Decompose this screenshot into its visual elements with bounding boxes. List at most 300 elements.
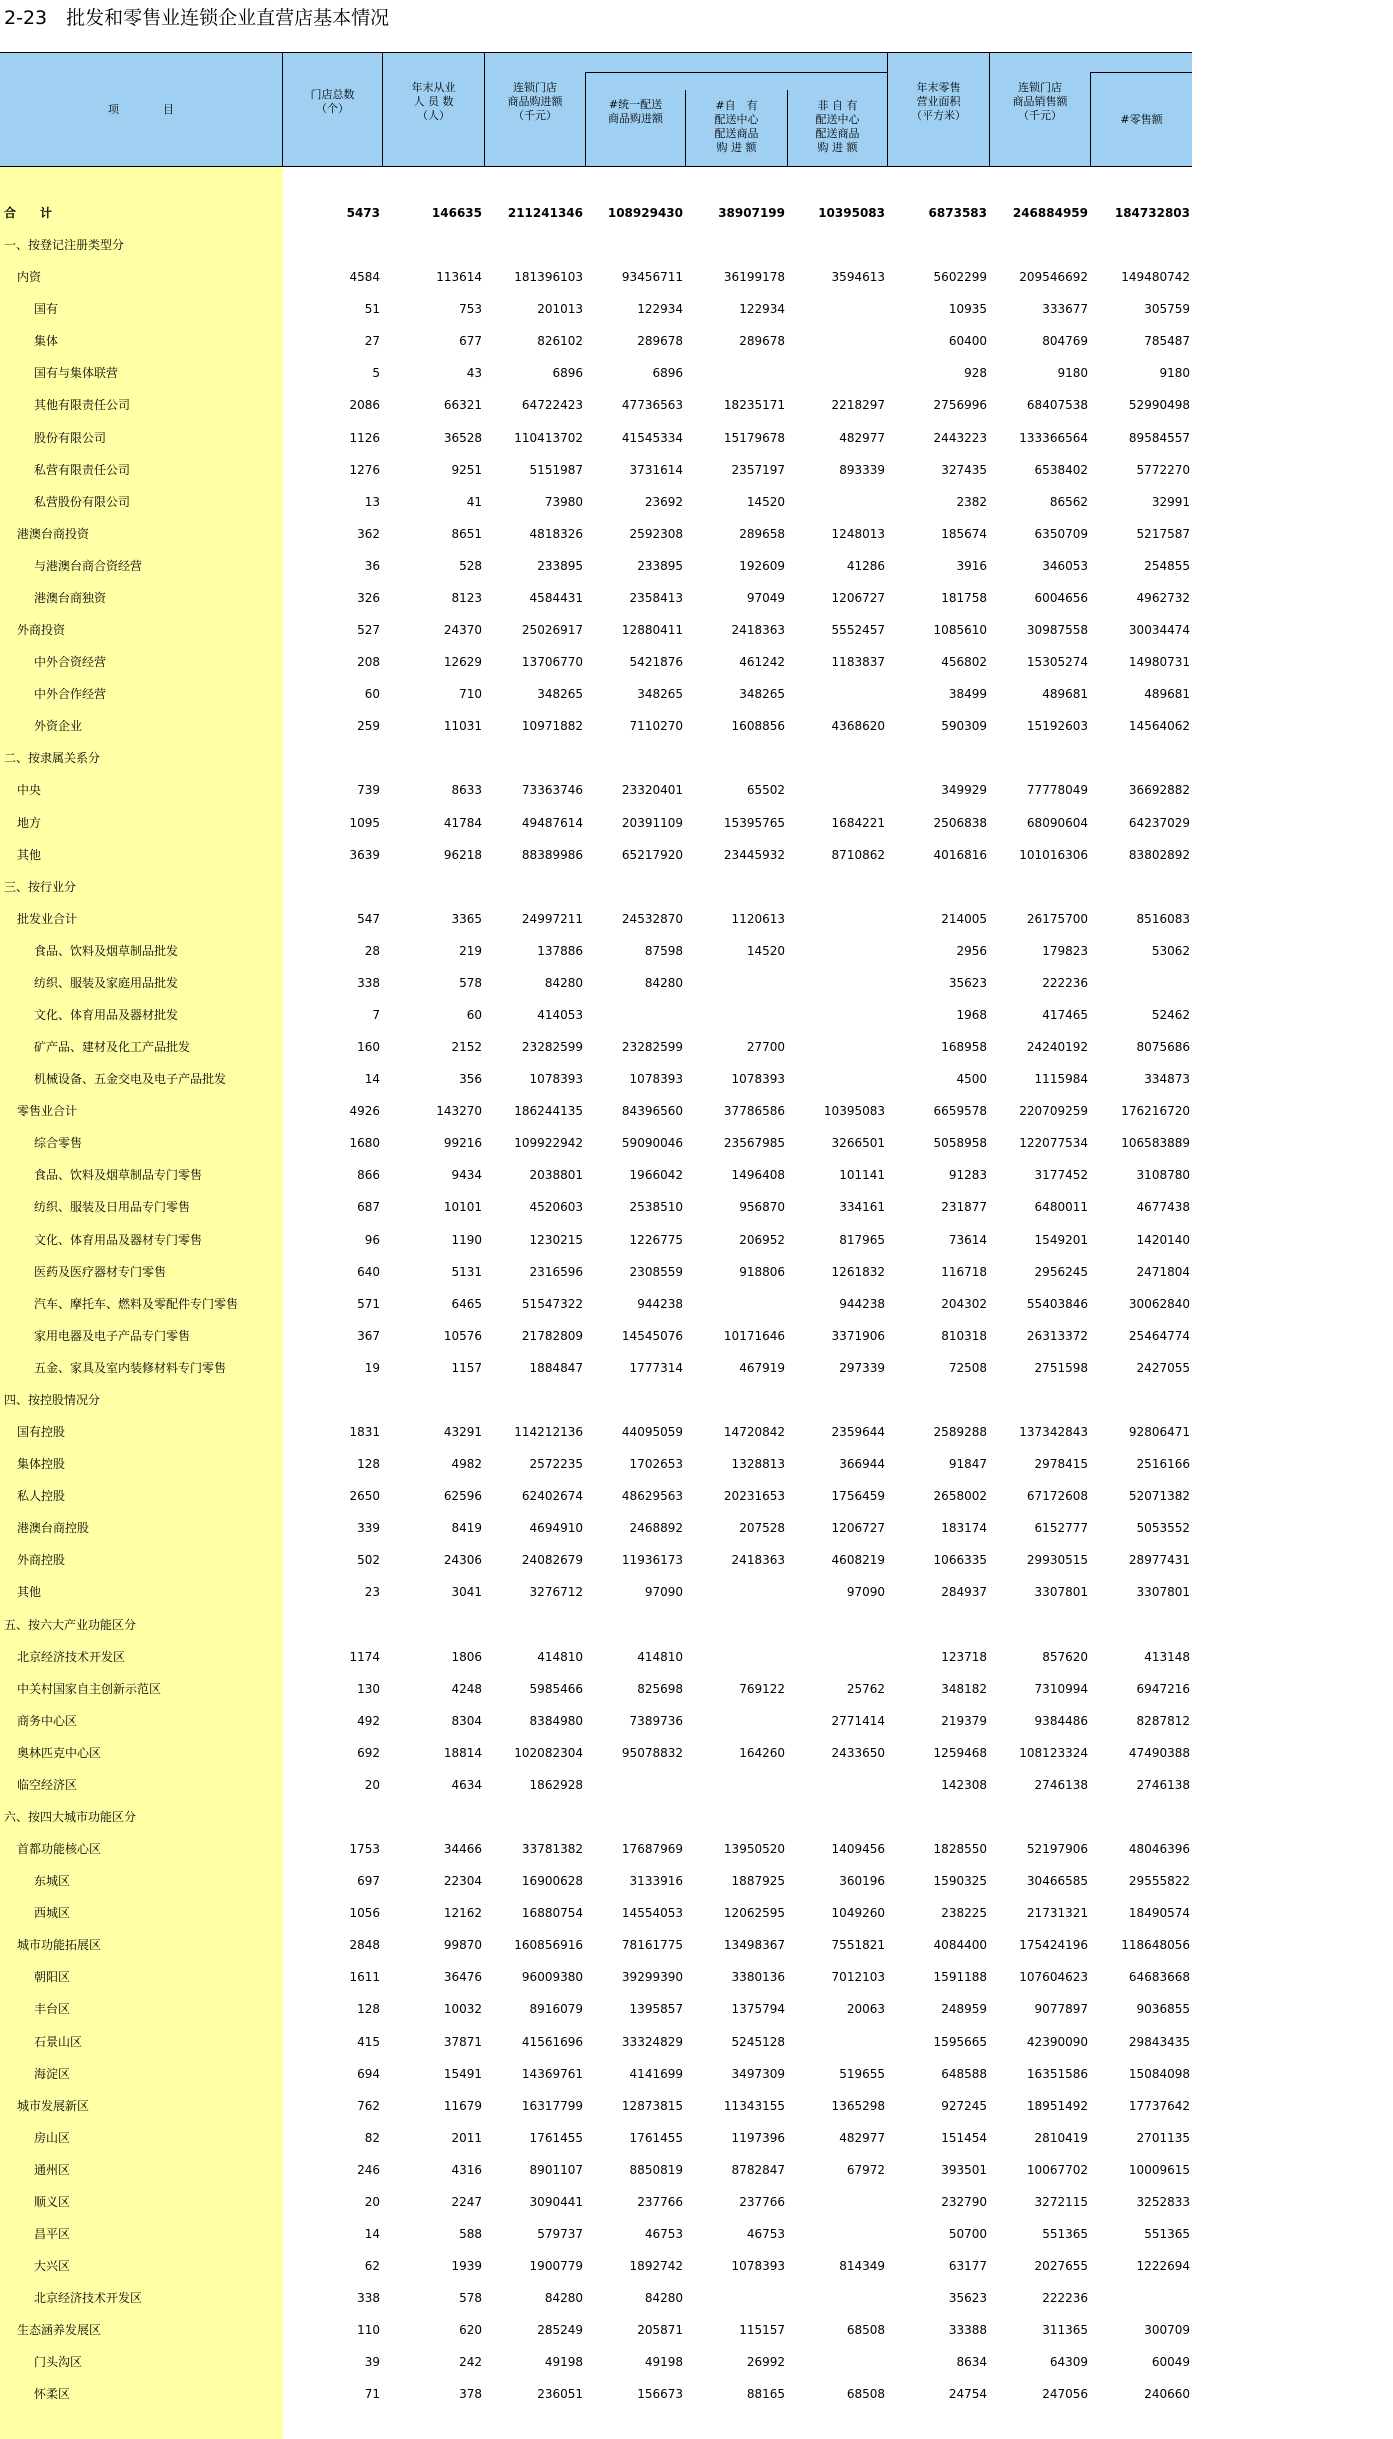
cell-unified-purchases: 84280: [644, 975, 683, 990]
header-retail: #零售额: [1120, 113, 1163, 126]
table-row: [0, 1191, 1192, 1223]
cell-purchases: 49198: [544, 2355, 583, 2370]
cell-unified-purchases: 2308559: [629, 1264, 683, 1279]
row-label: 国有与集体联营: [34, 366, 119, 381]
row-label: 文化、体育用品及器材批发: [34, 1008, 179, 1022]
cell-stores: 326: [357, 590, 380, 605]
cell-sales: 68407538: [1026, 398, 1088, 413]
cell-retail-sales: 300709: [1144, 2323, 1190, 2338]
cell-self-dc-purchases: 12062595: [723, 1906, 785, 1921]
cell-sales: 222236: [1042, 2291, 1088, 2306]
cell-nonself-dc-purchases: 4368620: [831, 719, 885, 734]
cell-unified-purchases: 12873815: [621, 2098, 683, 2113]
row-label: 其他: [17, 847, 42, 862]
cell-unified-purchases: 7110270: [629, 719, 683, 734]
cell-employees: 62596: [443, 1489, 482, 1504]
cell-stores: 762: [357, 2098, 380, 2113]
cell-stores: 1276: [349, 462, 380, 477]
cell-stores: 1611: [349, 1970, 380, 1985]
cell-retail-sales: 52071382: [1128, 1489, 1190, 1504]
table-row: [0, 1609, 1192, 1641]
cell-nonself-dc-purchases: 360196: [839, 1874, 885, 1889]
table-row: [0, 454, 1192, 486]
cell-nonself-dc-purchases: 25762: [846, 1681, 885, 1696]
cell-sales: 122077534: [1019, 1136, 1088, 1151]
cell-stores: 96: [364, 1232, 380, 1247]
cell-retail-sales: 184732803: [1114, 206, 1190, 220]
cell-sales: 3272115: [1034, 2194, 1088, 2209]
row-label: 城市功能拓展区: [17, 1938, 102, 1953]
row-label: 外商投资: [17, 623, 66, 638]
cell-unified-purchases: 23692: [644, 494, 683, 509]
cell-stores: 4584: [349, 270, 380, 285]
row-label: 中央: [17, 783, 42, 798]
cell-nonself-dc-purchases: 3371906: [831, 1328, 885, 1343]
cell-stores: 1056: [349, 1906, 380, 1921]
cell-retail-sales: 53062: [1151, 943, 1190, 958]
cell-sales: 1549201: [1034, 1232, 1088, 1247]
cell-employees: 6465: [451, 1296, 482, 1311]
cell-stores: 362: [357, 526, 380, 541]
table-row: [0, 871, 1192, 903]
cell-purchases: 8916079: [529, 2002, 583, 2017]
cell-stores: 3639: [349, 847, 380, 862]
cell-unified-purchases: 39299390: [621, 1970, 683, 1985]
cell-self-dc-purchases: 88165: [746, 2387, 785, 2402]
cell-nonself-dc-purchases: 1756459: [831, 1489, 885, 1504]
cell-retail-area: 91847: [948, 1457, 987, 1472]
table-row: [0, 389, 1192, 421]
cell-nonself-dc-purchases: 4608219: [831, 1553, 885, 1568]
cell-self-dc-purchases: 115157: [739, 2323, 785, 2338]
table-row: [0, 999, 1192, 1031]
cell-sales: 857620: [1042, 1649, 1088, 1664]
cell-sales: 21731321: [1026, 1906, 1088, 1921]
cell-sales: 108123324: [1019, 1745, 1088, 1760]
cell-employees: 60: [466, 1008, 482, 1022]
cell-stores: 13: [364, 494, 380, 509]
row-label: 国有: [34, 302, 59, 317]
cell-sales: 209546692: [1019, 270, 1088, 285]
cell-unified-purchases: 84280: [644, 2291, 683, 2306]
cell-retail-area: 4016816: [933, 847, 987, 862]
cell-sales: 30466585: [1026, 1874, 1088, 1889]
row-label: 家用电器及电子产品专门零售: [34, 1328, 191, 1343]
cell-purchases: 348265: [537, 687, 583, 702]
cell-retail-sales: 89584557: [1128, 430, 1190, 445]
cell-self-dc-purchases: 36199178: [723, 270, 785, 285]
table-row: [0, 1159, 1192, 1191]
cell-sales: 417465: [1042, 1008, 1088, 1022]
cell-sales: 52197906: [1026, 1842, 1088, 1857]
row-label: 集体控股: [17, 1457, 66, 1472]
cell-nonself-dc-purchases: 482977: [839, 2130, 885, 2145]
cell-sales: 2751598: [1034, 1360, 1088, 1375]
cell-self-dc-purchases: 237766: [739, 2194, 785, 2209]
cell-stores: 7: [372, 1008, 380, 1022]
cell-unified-purchases: 2358413: [629, 590, 683, 605]
cell-unified-purchases: 1395857: [629, 2002, 683, 2017]
cell-retail-area: 810318: [941, 1328, 987, 1343]
cell-employees: 96218: [443, 847, 482, 862]
cell-stores: 28: [364, 943, 380, 958]
cell-employees: 588: [459, 2227, 482, 2242]
cell-sales: 2027655: [1034, 2259, 1088, 2274]
cell-self-dc-purchases: 15179678: [723, 430, 785, 445]
row-label: 商务中心区: [17, 1713, 78, 1728]
table-row: [0, 229, 1192, 261]
table-row: [0, 550, 1192, 582]
cell-sales: 15305274: [1026, 655, 1088, 670]
cell-self-dc-purchases: 14720842: [723, 1425, 785, 1440]
cell-unified-purchases: 2592308: [629, 526, 683, 541]
cell-retail-area: 2589288: [933, 1425, 987, 1440]
cell-retail-sales: 2427055: [1136, 1360, 1190, 1375]
cell-stores: 130: [357, 1681, 380, 1696]
row-label: 西城区: [34, 1906, 71, 1921]
cell-retail-area: 4500: [956, 1072, 987, 1087]
cell-self-dc-purchases: 13498367: [723, 1938, 785, 1953]
cell-unified-purchases: 23320401: [621, 783, 683, 798]
row-label: 一、按登记注册类型分: [4, 238, 125, 253]
header-sub-rule-right: [1090, 72, 1192, 73]
cell-stores: 1174: [349, 1649, 380, 1664]
cell-self-dc-purchases: 2357197: [731, 462, 785, 477]
cell-unified-purchases: 2468892: [629, 1521, 683, 1536]
row-label: 私营股份有限公司: [34, 494, 131, 509]
cell-retail-area: 248959: [941, 2002, 987, 2017]
table-row: [0, 2346, 1192, 2378]
cell-nonself-dc-purchases: 893339: [839, 462, 885, 477]
cell-unified-purchases: 122934: [637, 302, 683, 317]
table-row: [0, 422, 1192, 454]
cell-sales: 333677: [1042, 302, 1088, 317]
cell-sales: 1115984: [1034, 1072, 1088, 1087]
cell-unified-purchases: 44095059: [621, 1425, 683, 1440]
cell-employees: 43291: [443, 1425, 482, 1440]
cell-employees: 99870: [443, 1938, 482, 1953]
cell-retail-area: 204302: [941, 1296, 987, 1311]
cell-self-dc-purchases: 11343155: [723, 2098, 785, 2113]
cell-retail-sales: 3307801: [1136, 1585, 1190, 1600]
cell-retail-sales: 92806471: [1128, 1425, 1190, 1440]
cell-nonself-dc-purchases: 68508: [846, 2323, 885, 2338]
cell-purchases: 6896: [552, 366, 583, 381]
cell-retail-area: 1595665: [933, 2034, 987, 2049]
cell-retail-sales: 489681: [1144, 687, 1190, 702]
cell-retail-area: 393501: [941, 2162, 987, 2177]
cell-retail-area: 2506838: [933, 815, 987, 830]
cell-retail-sales: 25464774: [1128, 1328, 1190, 1343]
cell-retail-sales: 29555822: [1128, 1874, 1190, 1889]
cell-retail-sales: 176216720: [1121, 1104, 1190, 1119]
row-label: 合 计: [4, 206, 53, 220]
row-label: 内资: [17, 270, 42, 285]
cell-employees: 4248: [451, 1681, 482, 1696]
cell-purchases: 88389986: [521, 847, 583, 862]
cell-nonself-dc-purchases: 366944: [839, 1457, 885, 1472]
cell-nonself-dc-purchases: 2433650: [831, 1745, 885, 1760]
table-row: [0, 1865, 1192, 1897]
cell-retail-area: 3916: [956, 558, 987, 573]
row-label: 矿产品、建材及化工产品批发: [34, 1040, 191, 1055]
cell-retail-area: 181758: [941, 590, 987, 605]
cell-retail-sales: 52990498: [1128, 398, 1190, 413]
row-label: 批发业合计: [17, 911, 78, 926]
cell-self-dc-purchases: 14520: [746, 494, 785, 509]
cell-sales: 68090604: [1026, 815, 1088, 830]
table-row: [0, 1127, 1192, 1159]
row-label: 外资企业: [34, 719, 83, 734]
cell-purchases: 414810: [537, 1649, 583, 1664]
cell-employees: 24306: [443, 1553, 482, 1568]
cell-stores: 866: [357, 1168, 380, 1183]
cell-purchases: 3276712: [529, 1585, 583, 1600]
cell-sales: 175424196: [1019, 1938, 1088, 1953]
cell-retail-sales: 8287812: [1136, 1713, 1190, 1728]
cell-sales: 179823: [1042, 943, 1088, 958]
cell-unified-purchases: 1777314: [629, 1360, 683, 1375]
cell-unified-purchases: 205871: [637, 2323, 683, 2338]
cell-nonself-dc-purchases: 3266501: [831, 1136, 885, 1151]
statistics-table: [0, 52, 1192, 2439]
cell-retail-area: 1085610: [933, 623, 987, 638]
cell-nonself-dc-purchases: 297339: [839, 1360, 885, 1375]
cell-sales: 133366564: [1019, 430, 1088, 445]
cell-retail-area: 63177: [948, 2259, 987, 2274]
cell-retail-area: 168958: [941, 1040, 987, 1055]
cell-retail-sales: 785487: [1144, 334, 1190, 349]
cell-purchases: 201013: [537, 302, 583, 317]
row-label: 顺义区: [34, 2194, 71, 2209]
cell-employees: 34466: [443, 1842, 482, 1857]
cell-nonself-dc-purchases: 1365298: [831, 2098, 885, 2113]
cell-purchases: 1230215: [529, 1232, 583, 1247]
cell-nonself-dc-purchases: 1206727: [831, 590, 885, 605]
cell-nonself-dc-purchases: 482977: [839, 430, 885, 445]
cell-self-dc-purchases: 38907199: [718, 206, 785, 220]
cell-employees: 378: [459, 2387, 482, 2402]
cell-self-dc-purchases: 348265: [739, 687, 785, 702]
cell-retail-area: 648588: [941, 2066, 987, 2081]
cell-retail-sales: 64683668: [1128, 1970, 1190, 1985]
cell-self-dc-purchases: 289678: [739, 334, 785, 349]
cell-retail-sales: 305759: [1144, 302, 1190, 317]
cell-unified-purchases: 46753: [644, 2227, 683, 2242]
cell-retail-sales: 83802892: [1128, 847, 1190, 862]
cell-unified-purchases: 156673: [637, 2387, 683, 2402]
cell-stores: 1126: [349, 430, 380, 445]
cell-stores: 1753: [349, 1842, 380, 1857]
cell-unified-purchases: 1892742: [629, 2259, 683, 2274]
cell-employees: 8304: [451, 1713, 482, 1728]
cell-employees: 41784: [443, 815, 482, 830]
cell-retail-area: 928: [964, 366, 987, 381]
cell-sales: 2956245: [1034, 1264, 1088, 1279]
cell-stores: 367: [357, 1328, 380, 1343]
cell-unified-purchases: 84396560: [621, 1104, 683, 1119]
cell-unified-purchases: 3133916: [629, 1874, 683, 1889]
table-row: [0, 1288, 1192, 1320]
row-label: 纺织、服装及日用品专门零售: [34, 1200, 191, 1215]
cell-retail-area: 327435: [941, 462, 987, 477]
table-row: [0, 486, 1192, 518]
header-employees: 年末从业 人 员 数 （人）: [411, 81, 456, 122]
cell-sales: 42390090: [1026, 2034, 1088, 2049]
cell-unified-purchases: 48629563: [621, 1489, 683, 1504]
cell-purchases: 13706770: [521, 655, 583, 670]
cell-purchases: 24997211: [521, 911, 583, 926]
cell-nonself-dc-purchases: 1684221: [831, 815, 885, 830]
cell-nonself-dc-purchases: 944238: [839, 1296, 885, 1311]
cell-retail-sales: 30062840: [1128, 1296, 1190, 1311]
cell-employees: 219: [459, 943, 482, 958]
cell-purchases: 16900628: [521, 1874, 583, 1889]
cell-sales: 26313372: [1026, 1328, 1088, 1343]
cell-stores: 20: [364, 2194, 380, 2209]
cell-sales: 26175700: [1026, 911, 1088, 926]
cell-employees: 10576: [443, 1328, 482, 1343]
cell-sales: 15192603: [1026, 719, 1088, 734]
cell-purchases: 3090441: [529, 2194, 583, 2209]
cell-purchases: 102082304: [514, 1745, 583, 1760]
cell-nonself-dc-purchases: 101141: [839, 1168, 885, 1183]
cell-employees: 12162: [443, 1906, 482, 1921]
cell-retail-area: 24754: [948, 2387, 987, 2402]
cell-retail-sales: 2746138: [1136, 1777, 1190, 1792]
cell-retail-area: 91283: [948, 1168, 987, 1183]
table-row: [0, 2250, 1192, 2282]
cell-sales: 86562: [1049, 494, 1088, 509]
cell-stores: 160: [357, 1040, 380, 1055]
cell-self-dc-purchases: 122934: [739, 302, 785, 317]
cell-unified-purchases: 233895: [637, 558, 683, 573]
cell-sales: 311365: [1042, 2323, 1088, 2338]
cell-stores: 502: [357, 1553, 380, 1568]
cell-retail-area: 1591188: [933, 1970, 987, 1985]
cell-self-dc-purchases: 207528: [739, 1521, 785, 1536]
cell-unified-purchases: 65217920: [621, 847, 683, 862]
cell-unified-purchases: 78161775: [621, 1938, 683, 1953]
cell-retail-area: 10935: [948, 302, 987, 317]
cell-sales: 101016306: [1019, 847, 1088, 862]
cell-self-dc-purchases: 2418363: [731, 623, 785, 638]
cell-purchases: 84280: [544, 975, 583, 990]
cell-purchases: 8901107: [529, 2162, 583, 2177]
cell-unified-purchases: 97090: [644, 1585, 683, 1600]
cell-employees: 24370: [443, 623, 482, 638]
cell-nonself-dc-purchases: 1248013: [831, 526, 885, 541]
cell-retail-area: 4084400: [933, 1938, 987, 1953]
cell-sales: 67172608: [1026, 1489, 1088, 1504]
cell-unified-purchases: 7389736: [629, 1713, 683, 1728]
cell-sales: 30987558: [1026, 623, 1088, 638]
cell-sales: 2746138: [1034, 1777, 1088, 1792]
table-row: [0, 1641, 1192, 1673]
header-self-dc: #自 有 配送中心 配送商品 购 进 额: [714, 99, 759, 154]
cell-retail-area: 1590325: [933, 1874, 987, 1889]
cell-purchases: 33781382: [521, 1842, 583, 1857]
cell-self-dc-purchases: 13950520: [723, 1842, 785, 1857]
cell-nonself-dc-purchases: 1049260: [831, 1906, 885, 1921]
cell-retail-area: 72508: [948, 1360, 987, 1375]
row-label: 临空经济区: [17, 1777, 78, 1792]
header-purchases: 连锁门店 商品购进额 （千元）: [507, 81, 563, 122]
cell-self-dc-purchases: 1328813: [731, 1457, 785, 1472]
cell-retail-area: 231877: [941, 1200, 987, 1215]
cell-self-dc-purchases: 46753: [746, 2227, 785, 2242]
row-label: 港澳台商独资: [34, 590, 107, 605]
cell-sales: 3307801: [1034, 1585, 1088, 1600]
cell-purchases: 181396103: [514, 270, 583, 285]
cell-stores: 259: [357, 719, 380, 734]
cell-purchases: 211241346: [507, 206, 583, 220]
table-row: [0, 2090, 1192, 2122]
row-label: 零售业合计: [17, 1104, 78, 1119]
cell-sales: 220709259: [1019, 1104, 1088, 1119]
cell-nonself-dc-purchases: 10395083: [818, 206, 885, 220]
cell-stores: 338: [357, 975, 380, 990]
cell-sales: 247056: [1042, 2387, 1088, 2402]
cell-nonself-dc-purchases: 817965: [839, 1232, 885, 1247]
cell-purchases: 16317799: [521, 2098, 583, 2113]
table-row: [0, 903, 1192, 935]
cell-retail-area: 2658002: [933, 1489, 987, 1504]
cell-employees: 8419: [451, 1521, 482, 1536]
cell-self-dc-purchases: 27700: [746, 1040, 785, 1055]
row-label: 海淀区: [34, 2066, 71, 2081]
cell-retail-sales: 413148: [1144, 1649, 1190, 1664]
row-label: 六、按四大城市功能区分: [4, 1810, 137, 1824]
cell-self-dc-purchases: 1197396: [731, 2130, 785, 2145]
cell-stores: 1680: [349, 1136, 380, 1151]
cell-stores: 60: [364, 687, 380, 702]
cell-self-dc-purchases: 918806: [739, 1264, 785, 1279]
row-label: 北京经济技术开发区: [17, 1649, 126, 1664]
cell-stores: 14: [364, 1072, 380, 1087]
table-title: 2-23 批发和零售业连锁企业直营店基本情况: [4, 7, 390, 29]
cell-unified-purchases: 5421876: [629, 655, 683, 670]
row-label: 朝阳区: [34, 1970, 71, 1985]
cell-employees: 578: [459, 975, 482, 990]
cell-sales: 2810419: [1034, 2130, 1088, 2145]
table-row: [0, 1673, 1192, 1705]
cell-retail-sales: 6947216: [1136, 1681, 1190, 1696]
row-label: 首都功能核心区: [17, 1842, 102, 1857]
row-label: 集体: [34, 334, 59, 349]
cell-sales: 551365: [1042, 2227, 1088, 2242]
cell-retail-sales: 4962732: [1136, 590, 1190, 605]
cell-purchases: 73980: [544, 494, 583, 509]
cell-unified-purchases: 20391109: [621, 815, 683, 830]
cell-retail-sales: 4677438: [1136, 1200, 1190, 1215]
cell-stores: 71: [364, 2387, 380, 2402]
cell-self-dc-purchases: 18235171: [723, 398, 785, 413]
table-row: [0, 1833, 1192, 1865]
cell-retail-area: 1066335: [933, 1553, 987, 1568]
cell-stores: 36: [364, 558, 380, 573]
table-row: [0, 1224, 1192, 1256]
cell-retail-sales: 48046396: [1128, 1842, 1190, 1857]
cell-retail-sales: 2516166: [1136, 1457, 1190, 1472]
cell-employees: 36528: [443, 430, 482, 445]
cell-nonself-dc-purchases: 41286: [846, 558, 885, 573]
row-label: 港澳台商控股: [17, 1521, 90, 1536]
cell-retail-area: 232790: [941, 2194, 987, 2209]
row-label: 中关村国家自主创新示范区: [17, 1681, 162, 1696]
cell-employees: 146635: [431, 206, 482, 220]
cell-self-dc-purchases: 1496408: [731, 1168, 785, 1183]
